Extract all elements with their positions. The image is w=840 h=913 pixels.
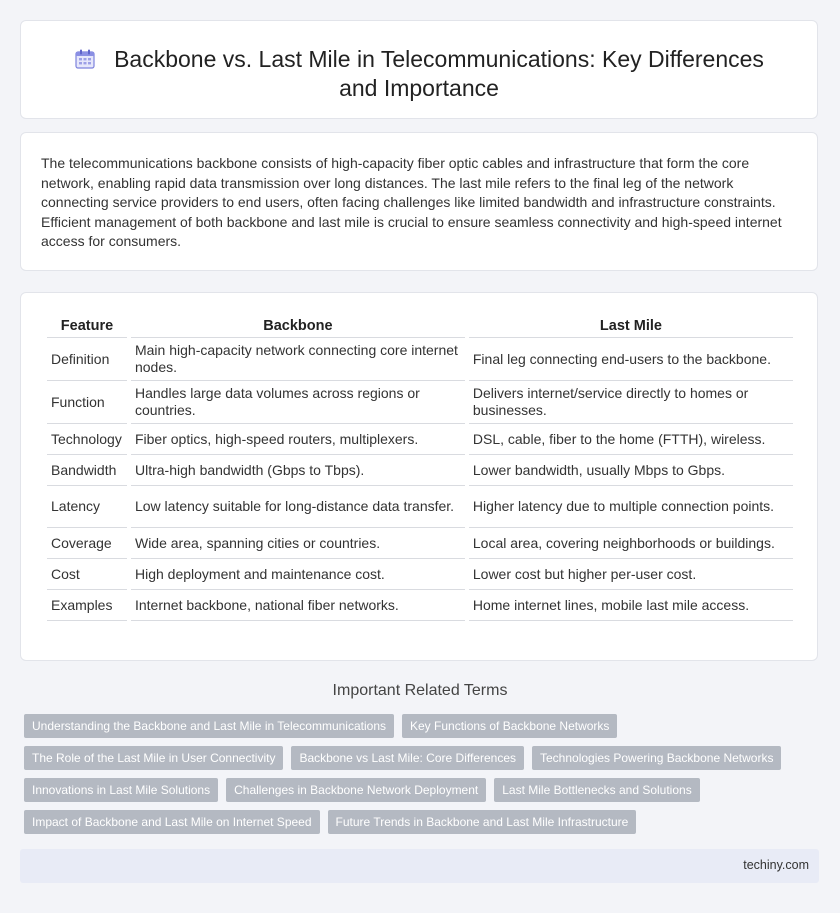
related-term-chip[interactable]: Understanding the Backbone and Last Mile in Telecommunications bbox=[24, 714, 394, 738]
row-backbone: Handles large data volumes across regions or countries. bbox=[131, 381, 465, 424]
table-row bbox=[47, 455, 793, 486]
related-term-chip[interactable]: The Role of the Last Mile in User Connectivity bbox=[24, 746, 283, 770]
row-feature: Technology bbox=[47, 424, 127, 455]
table-row bbox=[47, 381, 793, 424]
row-backbone: Wide area, spanning cities or countries. bbox=[131, 528, 465, 559]
table-row bbox=[47, 486, 793, 528]
row-last-mile: DSL, cable, fiber to the home (FTTH), wireless. bbox=[469, 424, 793, 455]
header-last-mile: Last Mile bbox=[469, 315, 793, 338]
row-feature: Bandwidth bbox=[47, 455, 127, 486]
page-title bbox=[21, 45, 817, 103]
chip-row bbox=[24, 746, 824, 770]
table-row bbox=[47, 338, 793, 381]
footer-site-link[interactable]: techiny.com bbox=[743, 858, 809, 872]
intro-card bbox=[20, 132, 818, 271]
chip-row bbox=[24, 810, 824, 834]
row-last-mile: Delivers internet/service directly to homes or businesses. bbox=[469, 381, 793, 424]
comparison-card bbox=[20, 292, 818, 661]
related-term-chip[interactable]: Future Trends in Backbone and Last Mile Infrastructure bbox=[328, 810, 637, 834]
row-feature: Cost bbox=[47, 559, 127, 590]
row-last-mile: Lower bandwidth, usually Mbps to Gbps. bbox=[469, 455, 793, 486]
related-term-chip[interactable]: Last Mile Bottlenecks and Solutions bbox=[494, 778, 699, 802]
table-row bbox=[47, 424, 793, 455]
related-terms-list bbox=[24, 714, 824, 842]
row-last-mile: Local area, covering neighborhoods or buildings. bbox=[469, 528, 793, 559]
header-backbone: Backbone bbox=[131, 315, 465, 338]
table-header-row bbox=[47, 315, 793, 338]
chip-row bbox=[24, 714, 824, 738]
footer bbox=[20, 849, 819, 883]
header-card bbox=[20, 20, 818, 119]
table-row bbox=[47, 590, 793, 621]
page-title-text: Backbone vs. Last Mile in Telecommunications: Key Differences and Importance bbox=[114, 46, 764, 101]
row-backbone: Low latency suitable for long-distance data transfer. bbox=[131, 486, 465, 528]
header-feature: Feature bbox=[47, 315, 127, 338]
calendar-icon bbox=[74, 48, 96, 70]
row-backbone: Main high-capacity network connecting core internet nodes. bbox=[131, 338, 465, 381]
related-term-chip[interactable]: Technologies Powering Backbone Networks bbox=[532, 746, 781, 770]
related-term-chip[interactable]: Key Functions of Backbone Networks bbox=[402, 714, 617, 738]
row-backbone: Internet backbone, national fiber networks. bbox=[131, 590, 465, 621]
row-backbone: Ultra-high bandwidth (Gbps to Tbps). bbox=[131, 455, 465, 486]
row-last-mile: Final leg connecting end-users to the backbone. bbox=[469, 338, 793, 381]
related-term-chip[interactable]: Impact of Backbone and Last Mile on Internet Speed bbox=[24, 810, 320, 834]
row-feature: Function bbox=[47, 381, 127, 424]
row-backbone: Fiber optics, high-speed routers, multiplexers. bbox=[131, 424, 465, 455]
table-row bbox=[47, 559, 793, 590]
intro-paragraph: The telecommunications backbone consists of high-capacity fiber optic cables and infrastructure that form the core network, enabling rapid data transmission over long distances. The last mile refers to the final leg of the network connecting service providers to end users, often facing challenges like limited bandwidth and infrastructure constraints. Efficient management of both backbone and last mile is crucial to ensure seamless connectivity and high-speed internet access for consumers. bbox=[41, 155, 782, 250]
row-feature: Definition bbox=[47, 338, 127, 381]
title-row bbox=[21, 45, 817, 103]
row-feature: Coverage bbox=[47, 528, 127, 559]
chip-row bbox=[24, 778, 824, 802]
row-last-mile: Higher latency due to multiple connection points. bbox=[469, 486, 793, 528]
row-backbone: High deployment and maintenance cost. bbox=[131, 559, 465, 590]
table-row bbox=[47, 528, 793, 559]
related-term-chip[interactable]: Challenges in Backbone Network Deployment bbox=[226, 778, 486, 802]
row-feature: Examples bbox=[47, 590, 127, 621]
related-term-chip[interactable]: Innovations in Last Mile Solutions bbox=[24, 778, 218, 802]
related-term-chip[interactable]: Backbone vs Last Mile: Core Differences bbox=[291, 746, 524, 770]
row-last-mile: Home internet lines, mobile last mile access. bbox=[469, 590, 793, 621]
related-terms-title: Important Related Terms bbox=[332, 682, 508, 699]
row-feature: Latency bbox=[47, 486, 127, 528]
comparison-table bbox=[43, 315, 797, 621]
row-last-mile: Lower cost but higher per-user cost. bbox=[469, 559, 793, 590]
